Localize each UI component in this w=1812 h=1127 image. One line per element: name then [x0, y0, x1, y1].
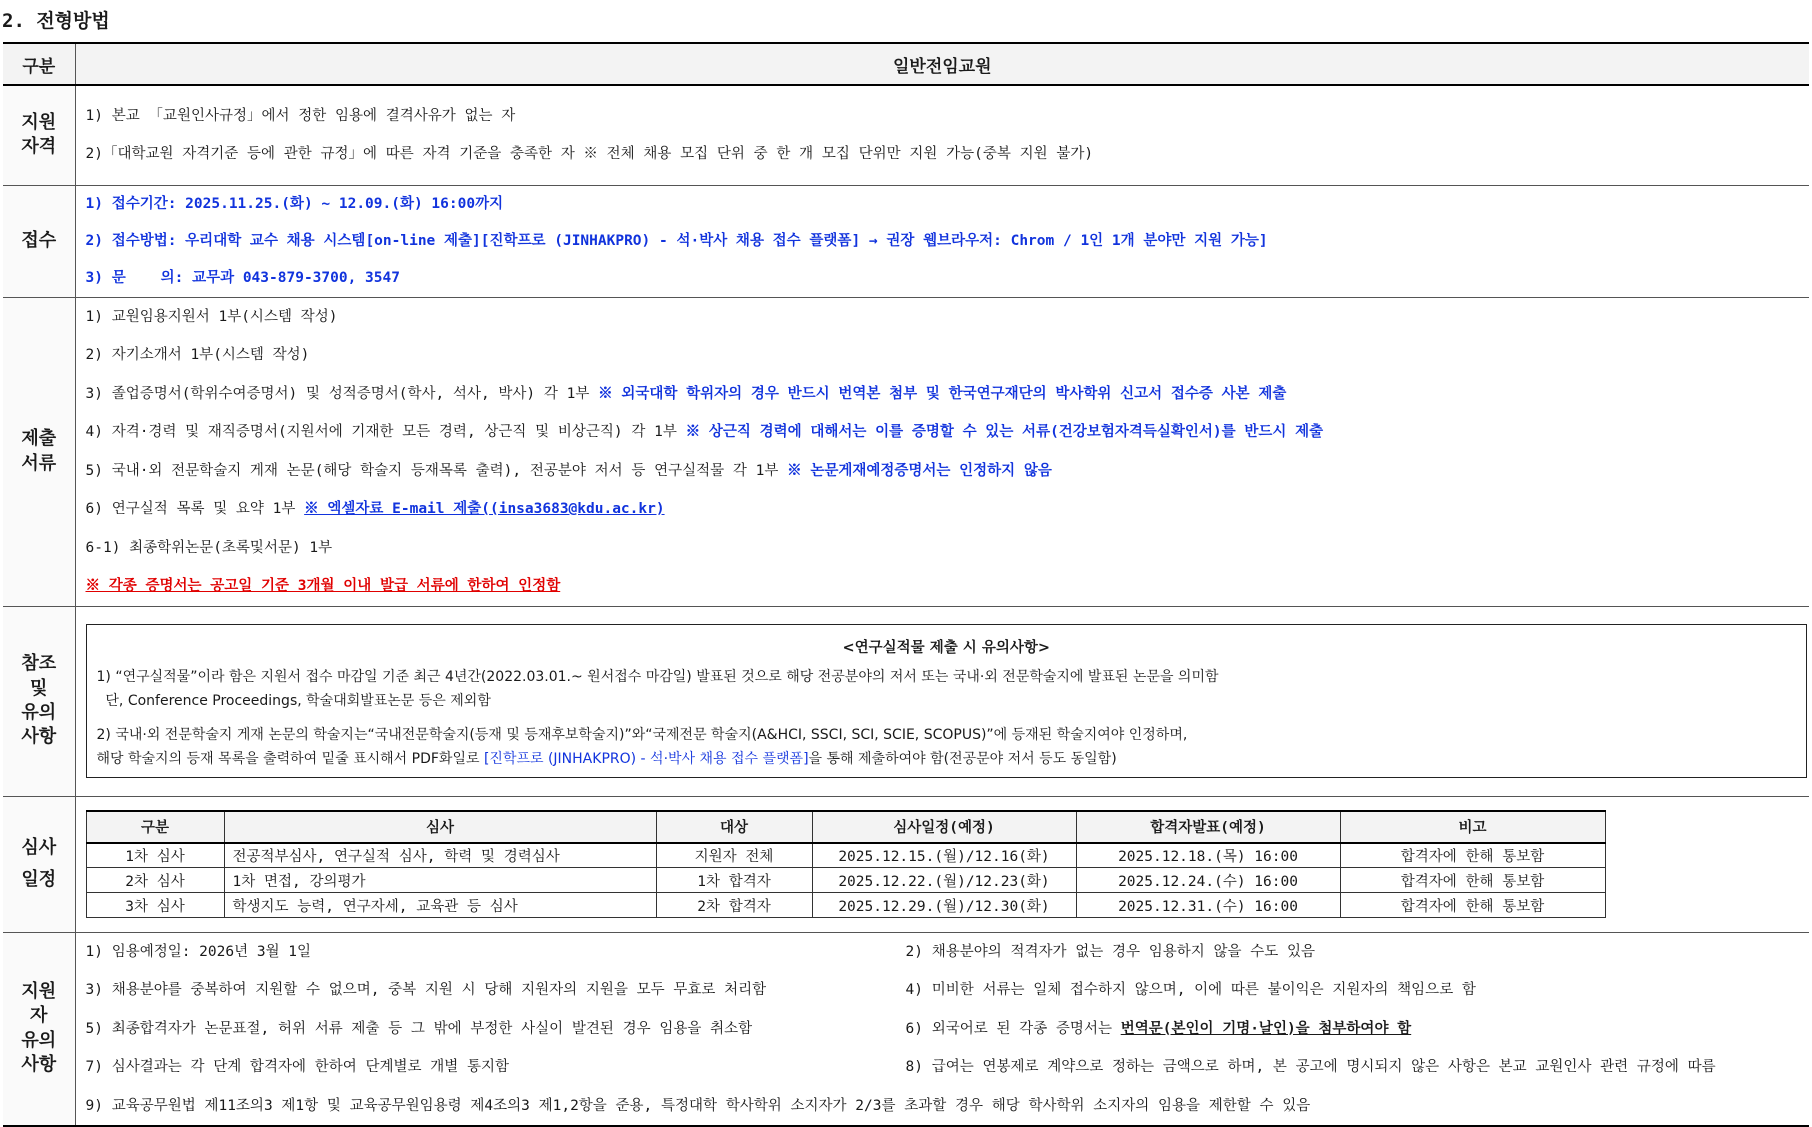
notice-line: 단, Conference Proceedings, 학술대회발표논문 등은 제외함 [96, 693, 491, 709]
row-label-applicant-notes [3, 932, 75, 1126]
recruitment-method-table [3, 42, 1809, 1127]
section-title: 2. 전형방법 [2, 10, 110, 32]
schedule-table [86, 810, 1606, 919]
table-row [86, 893, 1605, 918]
schedule-cell: 2025.12.31.(수) 16:00 [1076, 893, 1340, 918]
note-item: 3) 채용분야를 중복하여 지원할 수 없으며, 중복 지원 시 당해 지원자의 지원을 모두 무효로 처리함 [85, 982, 767, 998]
notice-title: <연구실적물 제출 시 유의사항> [842, 640, 1051, 656]
notice-line: 2) 국내·외 전문학술지 게재 논문의 학술지는“국내전문학술지(등재 및 등재후보학술지)”와“국제전문 학술지(A&HCI, SSCI, SCI, SCIE, SCOPUS)”에 등재된 학술지여야 인정하며, [96, 727, 1188, 743]
schedule-header: 구분 [86, 811, 224, 843]
document-note: ※ 외국대학 학위자의 경우 반드시 번역본 첨부 및 한국연구재단의 박사학위 신고서 접수증 사본 제출 [598, 385, 1287, 402]
documents-content [75, 297, 1809, 606]
documents-label: 제출 서류 [21, 428, 57, 474]
document-item [86, 490, 1802, 529]
document-item [86, 529, 1802, 568]
applicant-notes-grid [86, 933, 1802, 1126]
row-label-schedule [3, 796, 75, 932]
applicant-notes-label: 지원 자 유의 사항 [21, 981, 57, 1076]
schedule-cell: 1차 면접, 강의평가 [224, 868, 656, 893]
note-item: 9) 교육공무원법 제11조의3 제1항 및 교육공무원임용령 제4조의3 제1,2항을 준용, 특정대학 학사학위 소지자가 2/3를 초과할 경우 해당 학사학위 소지자의 임용을 제한할 수 있음 [85, 1097, 1311, 1114]
schedule-header: 비고 [1340, 811, 1605, 843]
schedule-cell: 1차 합격자 [656, 868, 812, 893]
col-header-category: 구분 [3, 43, 75, 85]
document-text: 5) 국내·외 전문학술지 게재 논문(해당 학술지 등재목록 출력), 전공분야 저서 등 연구실적물 각 1부 [85, 462, 788, 479]
row-label-documents [3, 297, 75, 606]
reference-label: 참조 및 유의 사항 [21, 653, 57, 748]
schedule-cell: 합격자에 한해 통보함 [1340, 868, 1605, 893]
document-text: 1) 교원임용지원서 1부(시스템 작성) [85, 308, 338, 325]
schedule-header: 대상 [656, 811, 812, 843]
schedule-cell: 지원자 전체 [656, 843, 812, 868]
document-email-note[interactable]: ※ 엑셀자료 E-mail 제출((insa3683@kdu.ac.kr) [304, 501, 665, 517]
schedule-cell: 2차 합격자 [656, 893, 812, 918]
document-text: 4) 자격·경력 및 재직증명서(지원서에 기재한 모든 경력, 상근직 및 비상근직) 각 1부 [85, 424, 686, 440]
schedule-cell: 2차 심사 [86, 868, 224, 893]
notice-line: 1) “연구실적물”이라 함은 지원서 접수 마감일 기준 최근 4년간(2022.03.01.~ 원서접수 마감일) 발표된 것으로 해당 전공분야의 저서 또는 국내·외 전문학술지에 발표된 논문을 의미함 [96, 669, 1219, 685]
schedule-header: 심사 [224, 811, 656, 843]
notice-text: 을 통해 제출하여야 함(전공문야 저서 등도 동일함) [808, 751, 1117, 767]
eligibility-line: 2)「대학교원 자격기준 등에 관한 규정」에 따른 자격 기준을 충족한 자 ※ 전체 채용 모집 단위 중 한 개 모집 단위만 지원 가능(중복 지원 불가) [85, 146, 1094, 163]
row-label-reception [3, 185, 75, 297]
document-note: ※ 상근직 경력에 대해서는 이를 증명할 수 있는 서류(건강보험자격득실확인서)를 반드시 제출 [685, 424, 1324, 440]
row-label-reference [3, 606, 75, 796]
document-text: 6-1) 최종학위논문(초록및서문) 1부 [85, 539, 333, 556]
note-text: 6) 외국어로 된 각종 증명서는 [905, 1020, 1121, 1037]
note-item: 1) 임용예정일: 2026년 3월 1일 [85, 943, 312, 960]
document-text: 3) 졸업증명서(학위수여증명서) 및 성적증명서(학사, 석사, 박사) 각 1부 [85, 385, 599, 402]
document-item [86, 413, 1802, 452]
col-header-faculty: 일반전임교원 [75, 43, 1809, 85]
eligibility-label: 지원 자격 [21, 111, 57, 158]
schedule-cell: 2025.12.15.(월)/12.16(화) [812, 843, 1076, 868]
document-note: ※ 논문게재예정증명서는 인정하지 않음 [787, 462, 1052, 479]
reception-label: 접수 [21, 229, 57, 251]
note-item: 5) 최종합격자가 논문표절, 허위 서류 제출 등 그 밖에 부정한 사실이 발견된 경우 임용을 취소함 [85, 1020, 753, 1037]
schedule-cell: 2025.12.18.(목) 16:00 [1076, 843, 1340, 868]
note-item: 2) 채용분야의 적격자가 없는 경우 임용하지 않을 수도 있음 [905, 943, 1315, 960]
reception-period: 1) 접수기간: 2025.11.25.(화) ~ 12.09.(화) 16:00까지 [85, 195, 504, 212]
schedule-cell: 1차 심사 [86, 843, 224, 868]
schedule-cell: 합격자에 한해 통보함 [1340, 893, 1605, 918]
schedule-cell: 2025.12.24.(수) 16:00 [1076, 868, 1340, 893]
note-item: 7) 심사결과는 각 단계 합격자에 한하여 단계별로 개별 통지함 [85, 1059, 509, 1075]
schedule-label: 심사 일정 [21, 836, 57, 890]
applicant-notes-content [75, 932, 1809, 1126]
table-row [86, 843, 1605, 868]
schedule-content [75, 796, 1809, 932]
schedule-cell: 전공적부심사, 연구실적 심사, 학력 및 경력심사 [224, 843, 656, 868]
schedule-cell: 2025.12.29.(월)/12.30(화) [812, 893, 1076, 918]
document-item [86, 452, 1802, 491]
eligibility-content [75, 85, 1809, 185]
jinhakpro-link[interactable]: [진학프로 (JINHAKPRO) - 석·박사 채용 접수 플랫폼] [483, 751, 809, 767]
note-emphasis: 번역문(본인이 기명·날인)을 첨부하여야 함 [1120, 1020, 1412, 1037]
reception-method: 2) 접수방법: 우리대학 교수 채용 시스템[on-line 제출][진학프로 (JINHAKPRO) - 석·박사 채용 접수 플랫폼] → 권장 웹브라우저: Chrom / 1인 1개 분야만 지원 가능] [85, 232, 1268, 249]
eligibility-line: 1) 본교 「교원인사규정」에서 정한 임용에 결격사유가 없는 자 [85, 107, 516, 124]
reference-content [75, 606, 1809, 796]
notice-line [97, 747, 1797, 771]
note-item: 4) 미비한 서류는 일체 접수하지 않으며, 이에 따른 불이익은 지원자의 책임으로 함 [905, 982, 1476, 998]
schedule-header: 합격자발표(예정) [1076, 811, 1340, 843]
table-row [86, 868, 1605, 893]
document-item [86, 375, 1802, 414]
research-notice-box [86, 624, 1808, 778]
reception-content [75, 185, 1809, 297]
schedule-cell: 2025.12.22.(월)/12.23(화) [812, 868, 1076, 893]
notice-text: 해당 학술지의 등재 목록을 출력하여 밑줄 표시해서 PDF화일로 [96, 751, 484, 767]
schedule-cell: 3차 심사 [86, 893, 224, 918]
row-label-eligibility [3, 85, 75, 185]
note-item [906, 1010, 1802, 1049]
schedule-cell: 합격자에 한해 통보함 [1340, 843, 1605, 868]
document-text: 2) 자기소개서 1부(시스템 작성) [85, 347, 310, 363]
schedule-header: 심사일정(예정) [812, 811, 1076, 843]
schedule-cell: 학생지도 능력, 연구자세, 교육관 등 심사 [224, 893, 656, 918]
document-text: 6) 연구실적 목록 및 요약 1부 [85, 501, 305, 517]
document-item [86, 298, 1802, 337]
documents-warning: ※ 각종 증명서는 공고일 기준 3개월 이내 발급 서류에 한하여 인정함 [85, 578, 561, 594]
reception-contact: 3) 문 의: 교무과 043-879-3700, 3547 [85, 269, 400, 286]
schedule-header-row [86, 811, 1605, 843]
document-item [86, 336, 1802, 375]
note-item: 8) 급여는 연봉제로 계약으로 정하는 금액으로 하며, 본 공고에 명시되지 않은 사항은 본교 교원인사 관련 규정에 따름 [905, 1059, 1716, 1075]
